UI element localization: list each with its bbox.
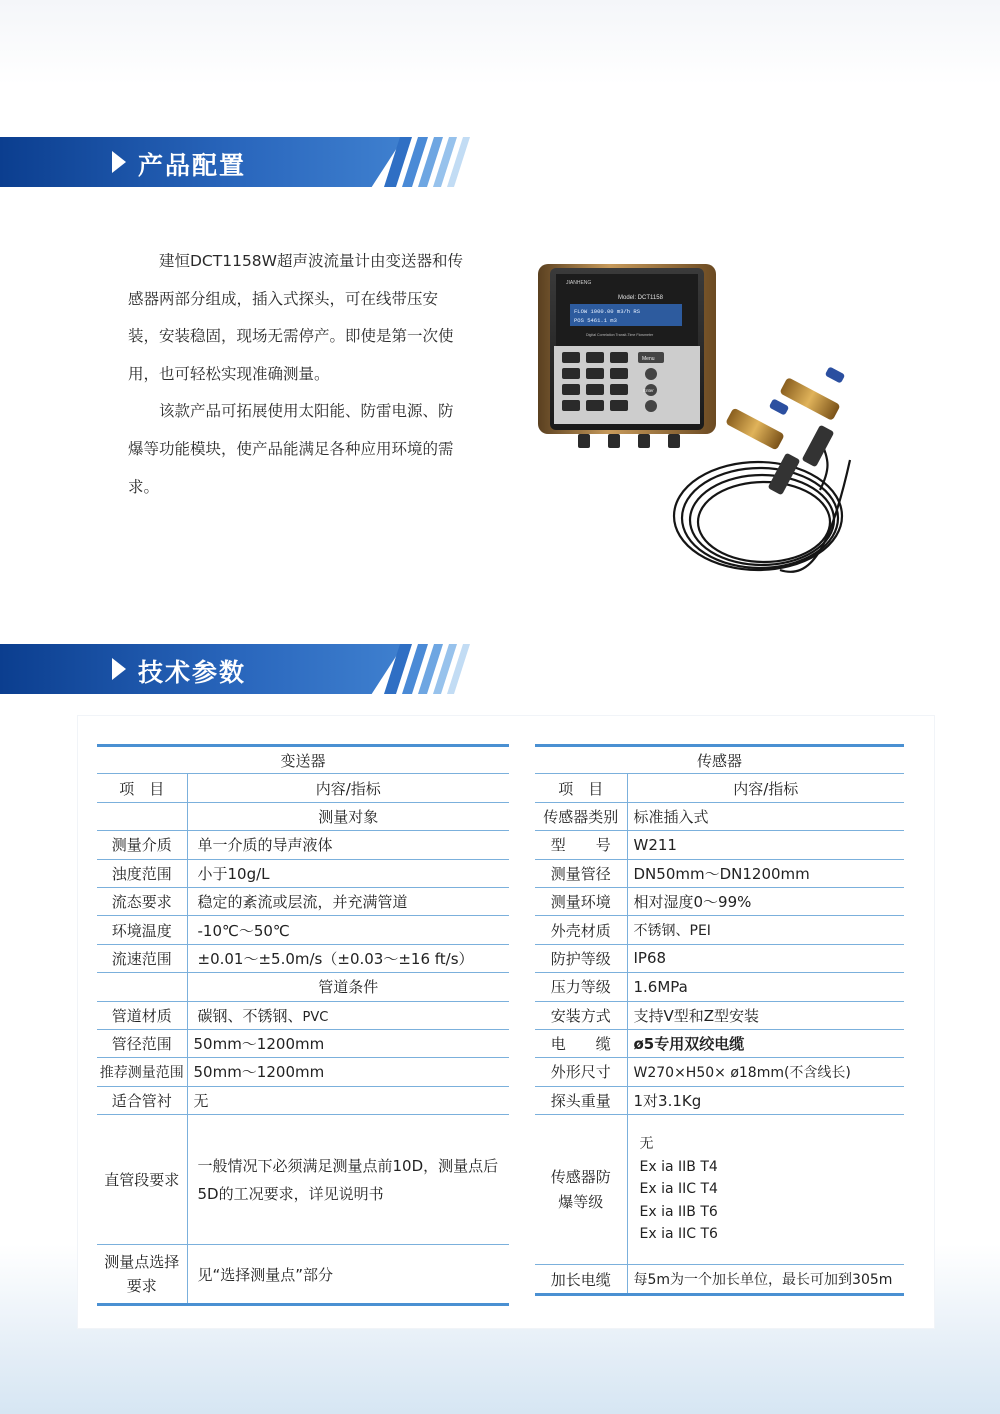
- section-title: 技术参数: [138, 658, 247, 687]
- row-key: 电 缆: [535, 1029, 627, 1057]
- table-row: [535, 1115, 904, 1265]
- row-value-text-small: PVC: [302, 1009, 329, 1025]
- row-value: IP68: [627, 944, 904, 972]
- row-value: ±0.01～±5.0m/s（±0.03～±16 ft/s）: [187, 944, 509, 972]
- row-key: 流速范围: [97, 944, 187, 972]
- row-value: ø5专用双绞电缆: [627, 1029, 904, 1057]
- screen-line-1: FLOW 1000.00 m3/h RS: [574, 308, 641, 315]
- table-row: [535, 1086, 904, 1114]
- row-value: [627, 1115, 904, 1265]
- row-value: 支持V型和Z型安装: [627, 1001, 904, 1029]
- row-value: [187, 1001, 509, 1029]
- intro-text: [128, 243, 468, 506]
- row-key: 探头重量: [535, 1086, 627, 1114]
- row-value: 1对3.1Kg: [627, 1086, 904, 1114]
- screen-line-2: POS 5461.1 m3: [574, 317, 617, 324]
- table-row: [97, 1029, 509, 1057]
- row-value: 1.6MPa: [627, 973, 904, 1001]
- table-row: [97, 802, 509, 830]
- intro-paragraph-2: 该款产品可拓展使用太阳能、防雷电源、防爆等功能模块，使产品能满足各种应用环境的需求。: [128, 402, 454, 496]
- row-key: 压力等级: [535, 973, 627, 1001]
- table-row: [97, 1001, 509, 1029]
- table-row: [535, 746, 904, 774]
- row-value: W270×H50× ø18mm(不含线长): [627, 1058, 904, 1086]
- row-key: 管径范围: [97, 1029, 187, 1057]
- column-header: 项 目: [97, 774, 187, 802]
- table-title: 变送器: [97, 746, 509, 774]
- device-caption: Digital Correlation Transit-Time Flowmeter: [586, 333, 654, 337]
- row-key: 测量环境: [535, 887, 627, 915]
- table-row: [97, 944, 509, 972]
- table-row: [97, 1245, 509, 1305]
- row-key: 传感器防爆等级: [535, 1115, 627, 1265]
- row-value: 相对湿度0～99%: [627, 887, 904, 915]
- ex-grade: Ex ia IIC T6: [639, 1226, 718, 1243]
- row-value-text: 碳钢、不锈钢、: [197, 1006, 303, 1025]
- row-key: 外壳材质: [535, 916, 627, 944]
- table-title: 传感器: [535, 746, 904, 774]
- table-row: [535, 1029, 904, 1057]
- row-key: 测量点选择要求: [97, 1245, 187, 1305]
- column-header: 项 目: [535, 774, 627, 802]
- table-row: [535, 1001, 904, 1029]
- section-banner-params: [0, 644, 470, 694]
- table-row: [535, 859, 904, 887]
- group-header: 管道条件: [187, 973, 509, 1001]
- row-value: 单一介质的导声液体: [187, 831, 509, 859]
- row-key: 安装方式: [535, 1001, 627, 1029]
- table-row: [97, 1115, 509, 1245]
- table-row: [97, 916, 509, 944]
- row-value: 稳定的紊流或层流，并充满管道: [187, 887, 509, 915]
- row-value: 50mm～1200mm: [187, 1029, 509, 1057]
- row-key: 型 号: [535, 831, 627, 859]
- sensor-table: [535, 744, 904, 1296]
- table-row: [97, 859, 509, 887]
- row-value: 一般情况下必须满足测量点前10D，测量点后5D的工况要求，详见说明书: [187, 1115, 509, 1245]
- row-key: 直管段要求: [97, 1115, 187, 1245]
- row-key: 管道材质: [97, 1001, 187, 1029]
- column-header: 内容/指标: [627, 774, 904, 802]
- row-key: 传感器类别: [535, 802, 627, 830]
- section-title: 产品配置: [138, 151, 247, 180]
- row-key: 流态要求: [97, 887, 187, 915]
- table-row: [535, 944, 904, 972]
- row-value: 无: [187, 1086, 509, 1114]
- table-row: [535, 1058, 904, 1086]
- column-header: 内容/指标: [187, 774, 509, 802]
- banner-stripes: [380, 644, 475, 694]
- model-text: Model: DCT1158: [618, 295, 663, 301]
- table-row: [535, 802, 904, 830]
- row-value: 标准插入式: [627, 802, 904, 830]
- play-arrow-icon: [112, 151, 126, 173]
- enter-key-label: Enter: [643, 388, 654, 393]
- brand-logo-text: JIANHENG: [566, 280, 592, 286]
- row-value: 小于10g/L: [187, 859, 509, 887]
- table-row: [97, 831, 509, 859]
- row-value: 见“选择测量点”部分: [187, 1245, 509, 1305]
- table-row: [97, 746, 509, 774]
- transmitter-table: [97, 744, 509, 1306]
- table-row: [535, 887, 904, 915]
- table-row: [97, 774, 509, 802]
- ex-grade: Ex ia IIB T4: [639, 1158, 718, 1175]
- row-key: 外形尺寸: [535, 1058, 627, 1086]
- table-row: [535, 973, 904, 1001]
- table-row: [97, 887, 509, 915]
- row-key: 适合管衬: [97, 1086, 187, 1114]
- row-key: 环境温度: [97, 916, 187, 944]
- group-header: 测量对象: [187, 802, 509, 830]
- row-key: 推荐测量范围: [97, 1058, 187, 1086]
- ex-grade: Ex ia IIC T4: [639, 1181, 718, 1198]
- row-value: W211: [627, 831, 904, 859]
- table-row: [535, 831, 904, 859]
- row-value: 不锈钢、PEI: [627, 916, 904, 944]
- row-key: 防护等级: [535, 944, 627, 972]
- row-key: 加长电缆: [535, 1265, 627, 1295]
- table-row: [97, 1058, 509, 1086]
- ex-grade: Ex ia IIB T6: [639, 1203, 718, 1220]
- row-value: 50mm～1200mm: [187, 1058, 509, 1086]
- table-row: [535, 774, 904, 802]
- row-key: 测量管径: [535, 859, 627, 887]
- table-row: [535, 916, 904, 944]
- menu-key-label: Menu: [642, 356, 655, 362]
- row-value: -10℃～50℃: [187, 916, 509, 944]
- row-value: DN50mm～DN1200mm: [627, 859, 904, 887]
- intro-paragraph-1: 建恒DCT1158W超声波流量计由变送器和传感器两部分组成，插入式探头，可在线带压安装，安装稳固，现场无需停产。即使是第一次使用，也可轻松实现准确测量。: [128, 252, 463, 383]
- row-key: 测量介质: [97, 831, 187, 859]
- ex-grade: 无: [639, 1136, 654, 1153]
- row-value: 每5m为一个加长单位，最长可加到305m: [627, 1265, 904, 1295]
- banner-stripes: [380, 137, 475, 187]
- table-row: [97, 1086, 509, 1114]
- section-banner-config: [0, 137, 470, 187]
- row-key: 浊度范围: [97, 859, 187, 887]
- product-image: [530, 250, 930, 590]
- table-row: [535, 1265, 904, 1295]
- play-arrow-icon: [112, 658, 126, 680]
- table-row: [97, 973, 509, 1001]
